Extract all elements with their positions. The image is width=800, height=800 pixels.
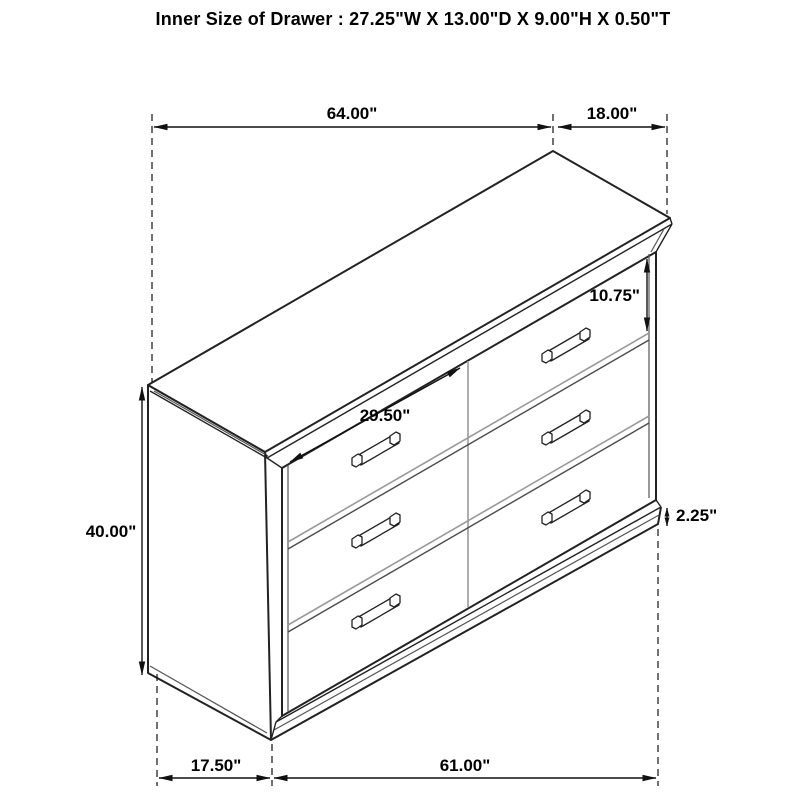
diagram-title: Inner Size of Drawer : 27.25"W X 13.00"D X 9.00"H X 0.50"T xyxy=(155,9,671,29)
dim-top-depth xyxy=(558,104,665,127)
dim-bottom-width-label: 61.00" xyxy=(439,756,491,775)
dim-bottom-depth xyxy=(159,756,270,778)
dim-bottom-width xyxy=(274,756,656,778)
dim-overall-height xyxy=(86,387,142,675)
dim-top-width-label: 64.00" xyxy=(326,104,378,123)
dim-drawer-width-label: 29.50" xyxy=(359,406,411,425)
dim-overall-height-label: 40.00" xyxy=(85,522,137,541)
dim-base-height-label: 2.25" xyxy=(676,506,718,525)
dresser-drawing xyxy=(148,151,672,740)
dim-bottom-depth-label: 17.50" xyxy=(190,756,242,775)
dim-top-depth-label: 18.00" xyxy=(586,104,638,123)
dim-base-height xyxy=(667,506,717,526)
dim-top-drawer-height-label: 10.75" xyxy=(589,286,640,305)
dim-top-width xyxy=(154,104,551,127)
